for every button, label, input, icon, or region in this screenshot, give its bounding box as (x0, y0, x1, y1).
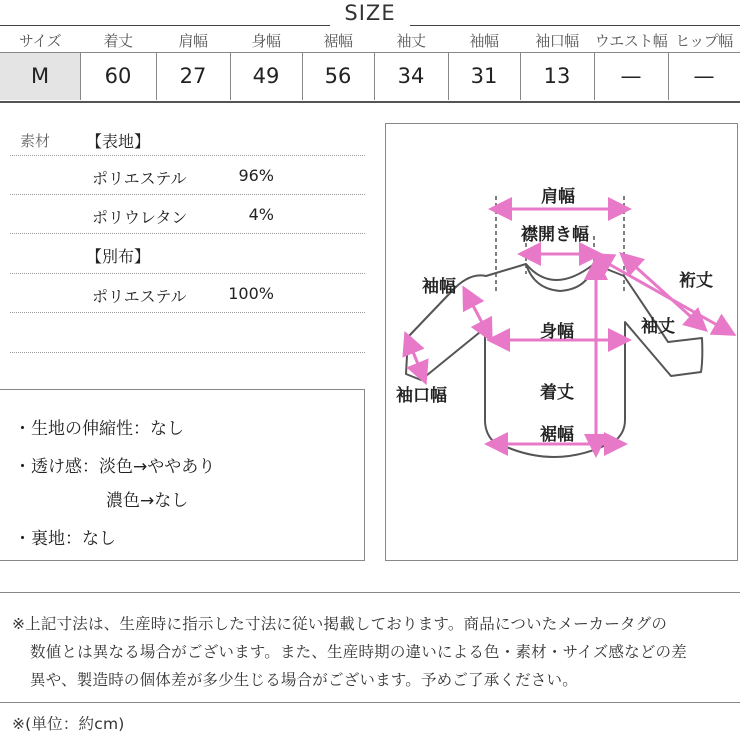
material-item-name: ポリエステル (92, 287, 187, 306)
header-waist: ウエスト幅 (594, 32, 668, 50)
label-sleeve-width: 袖幅 (422, 277, 456, 297)
col-divider (80, 52, 81, 100)
footer-rule (0, 702, 740, 703)
header-hip: ヒップ幅 (675, 32, 733, 50)
material-item-name: ポリウレタン (92, 208, 188, 227)
note-lining: ・裏地：なし (14, 529, 116, 549)
header-hem: 裾幅 (323, 32, 353, 50)
col-divider (668, 52, 669, 100)
col-divider (520, 52, 521, 100)
col-divider (448, 52, 449, 100)
label-yuki: 裄丈 (679, 271, 713, 291)
col-divider (374, 52, 375, 100)
neckline (526, 264, 594, 291)
dotted-divider (10, 312, 365, 313)
label-sleeve-length: 袖丈 (641, 317, 675, 337)
cell-hem: 56 (324, 64, 352, 88)
label-cuff: 袖口幅 (396, 386, 447, 406)
header-length: 着丈 (103, 32, 133, 50)
table-bottom-rule (0, 101, 740, 103)
col-divider (594, 52, 595, 100)
label-neck: 襟開き幅 (521, 225, 589, 245)
note-sheer-dark: 濃色→なし (106, 491, 189, 511)
header-sleeve-length: 袖丈 (396, 32, 426, 50)
header-size: サイズ (18, 32, 62, 50)
sleeve-width-arrow (468, 296, 487, 332)
col-divider (302, 52, 303, 100)
header-sleeve-width: 袖幅 (469, 32, 499, 50)
cell-size: M (0, 52, 80, 100)
dotted-divider (10, 273, 365, 274)
footer-rule (0, 592, 740, 593)
label-length: 着丈 (540, 383, 574, 403)
unit-note: ※(単位：約cm) (12, 715, 125, 733)
disclaimer-line: 異や、製造時の個体差が多少生じる場合がございます。予めご了承ください。 (30, 671, 578, 689)
title-rule-right (410, 25, 740, 26)
dotted-divider (10, 233, 365, 234)
material-item-pct: 4% (248, 205, 274, 224)
material-item-pct: 100% (228, 284, 274, 303)
page-title: SIZE (344, 1, 396, 25)
label-body-width: 身幅 (540, 322, 574, 342)
cell-cuff: 13 (543, 64, 571, 88)
cell-sleeve-width: 31 (470, 64, 498, 88)
measurement-diagram (385, 123, 738, 561)
label-shoulder: 肩幅 (541, 187, 575, 207)
fabric-notes-box (0, 389, 365, 561)
header-shoulder: 肩幅 (178, 32, 208, 50)
header-body-width: 身幅 (251, 32, 281, 50)
title-rule-left (0, 25, 330, 26)
cell-body-width: 49 (252, 64, 280, 88)
header-cuff: 袖口幅 (535, 32, 579, 50)
dotted-divider (10, 194, 365, 195)
cell-sleeve-length: 34 (397, 64, 425, 88)
dotted-divider (10, 155, 365, 156)
material-item-name: ポリエステル (92, 169, 187, 188)
note-stretch: ・生地の伸縮性：なし (14, 419, 184, 439)
note-sheer: ・透け感：淡色→ややあり (14, 457, 216, 477)
dotted-divider (10, 352, 365, 353)
material-sub-heading: 【別布】 (86, 247, 151, 266)
table-header-rule (0, 52, 740, 53)
col-divider (156, 52, 157, 100)
material-item-pct: 96% (238, 166, 274, 185)
disclaimer-line: 数値とは異なる場合がございます。また、生産時期の違いによる色・素材・サイズ感などの差 (30, 643, 687, 661)
material-label: 素材 (20, 132, 51, 150)
cell-shoulder: 27 (179, 64, 207, 88)
cell-hip: — (693, 64, 715, 88)
cuff-arrow (409, 342, 422, 374)
col-divider (230, 52, 231, 100)
cell-waist: — (620, 64, 642, 88)
label-hem: 裾幅 (540, 425, 574, 445)
cell-length: 60 (104, 64, 132, 88)
disclaimer-line: ※上記寸法は、生産時に指示した寸法に従い掲載しております。商品についたメーカータグの (12, 615, 668, 633)
material-main-heading: 【表地】 (86, 132, 151, 151)
